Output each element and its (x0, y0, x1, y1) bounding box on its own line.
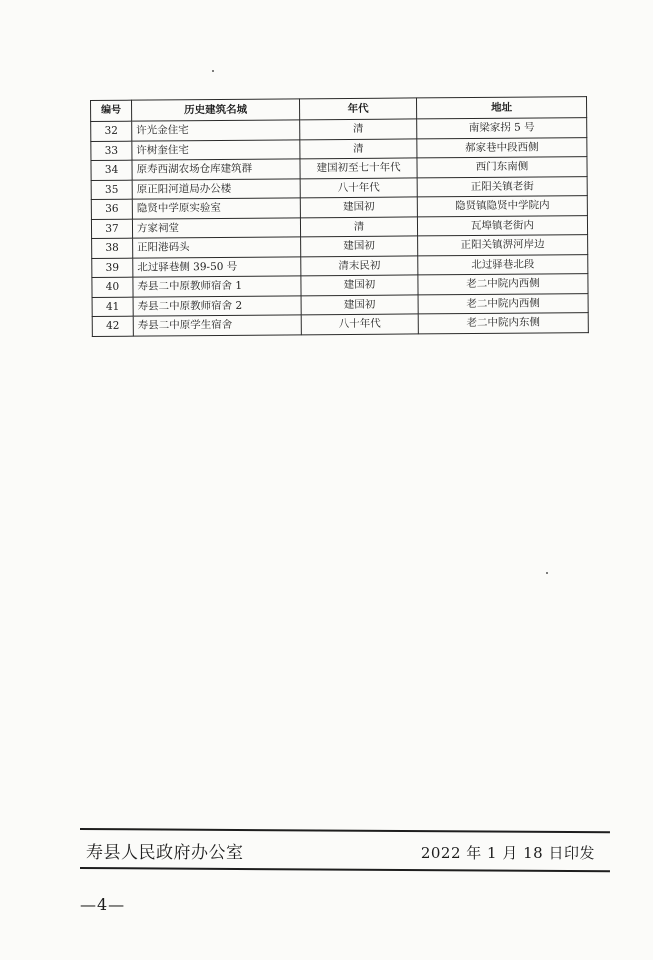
table-row (92, 313, 588, 336)
historic-buildings-table (90, 96, 589, 336)
row-address: 郝家巷中段西侧 (417, 137, 587, 158)
row-number: 38 (92, 238, 133, 258)
row-number: 39 (92, 258, 133, 278)
row-number: 36 (91, 199, 132, 219)
issuer-name: 寿县人民政府办公室 (86, 843, 244, 863)
row-name: 方家祠堂 (132, 217, 300, 238)
row-name: 原寿西湖农场仓库建筑群 (132, 159, 300, 180)
row-name: 北过驿巷侧 39-50 号 (133, 256, 301, 277)
row-name: 寿县二中原教师宿舍 2 (133, 295, 301, 316)
row-era: 建国初 (300, 197, 417, 217)
row-name: 寿县二中原教师宿舍 1 (133, 276, 301, 297)
row-name: 寿县二中原学生宿舍 (133, 315, 301, 336)
row-name: 原正阳河道局办公楼 (132, 178, 300, 199)
issue-date: 2022 年 1 月 18 日印发 (420, 844, 595, 862)
row-address: 老二中院内西侧 (418, 293, 588, 314)
row-address: 北过驿巷北段 (418, 254, 588, 275)
row-era: 清 (300, 119, 417, 139)
row-era: 建国初 (301, 275, 418, 295)
row-era: 清末民初 (301, 255, 418, 275)
header-name: 历史建筑名城 (132, 99, 300, 121)
scan-speck (212, 70, 214, 72)
row-number: 40 (92, 277, 133, 297)
row-era: 清 (300, 138, 417, 158)
row-era: 八十年代 (301, 314, 418, 334)
row-name: 许光金住宅 (132, 120, 300, 141)
row-era: 八十年代 (300, 177, 417, 197)
row-address: 西门东南侧 (417, 157, 587, 178)
row-number: 35 (91, 180, 132, 200)
row-number: 33 (91, 141, 132, 161)
row-number: 34 (91, 160, 132, 180)
row-address: 瓦埠镇老街内 (417, 215, 587, 236)
row-number: 32 (91, 121, 132, 141)
row-era: 建国初 (301, 294, 418, 314)
header-era: 年代 (299, 98, 416, 120)
row-address: 老二中院内东侧 (418, 313, 588, 334)
row-era: 建国初至七十年代 (300, 158, 417, 178)
row-number: 41 (92, 297, 133, 317)
row-address: 隐贤镇隐贤中学院内 (417, 196, 587, 217)
row-era: 清 (300, 216, 417, 236)
row-address: 老二中院内西侧 (418, 274, 588, 295)
row-name: 许树奎住宅 (132, 139, 300, 160)
header-address: 地址 (416, 97, 586, 119)
row-number: 42 (92, 316, 133, 336)
row-number: 37 (91, 219, 132, 239)
row-name: 正阳港码头 (133, 237, 301, 258)
footer-bottom-rule (80, 867, 610, 872)
row-address: 南梁家拐 5 号 (417, 118, 587, 139)
header-number: 编号 (91, 100, 132, 121)
row-address: 正阳关镇淠河岸边 (418, 235, 588, 256)
scan-speck (546, 572, 548, 574)
page-number: —4— (80, 895, 126, 914)
row-name: 隐贤中学原实验室 (132, 198, 300, 219)
row-era: 建国初 (301, 236, 418, 256)
footer-top-rule (80, 828, 610, 833)
row-address: 正阳关镇老街 (417, 176, 587, 197)
